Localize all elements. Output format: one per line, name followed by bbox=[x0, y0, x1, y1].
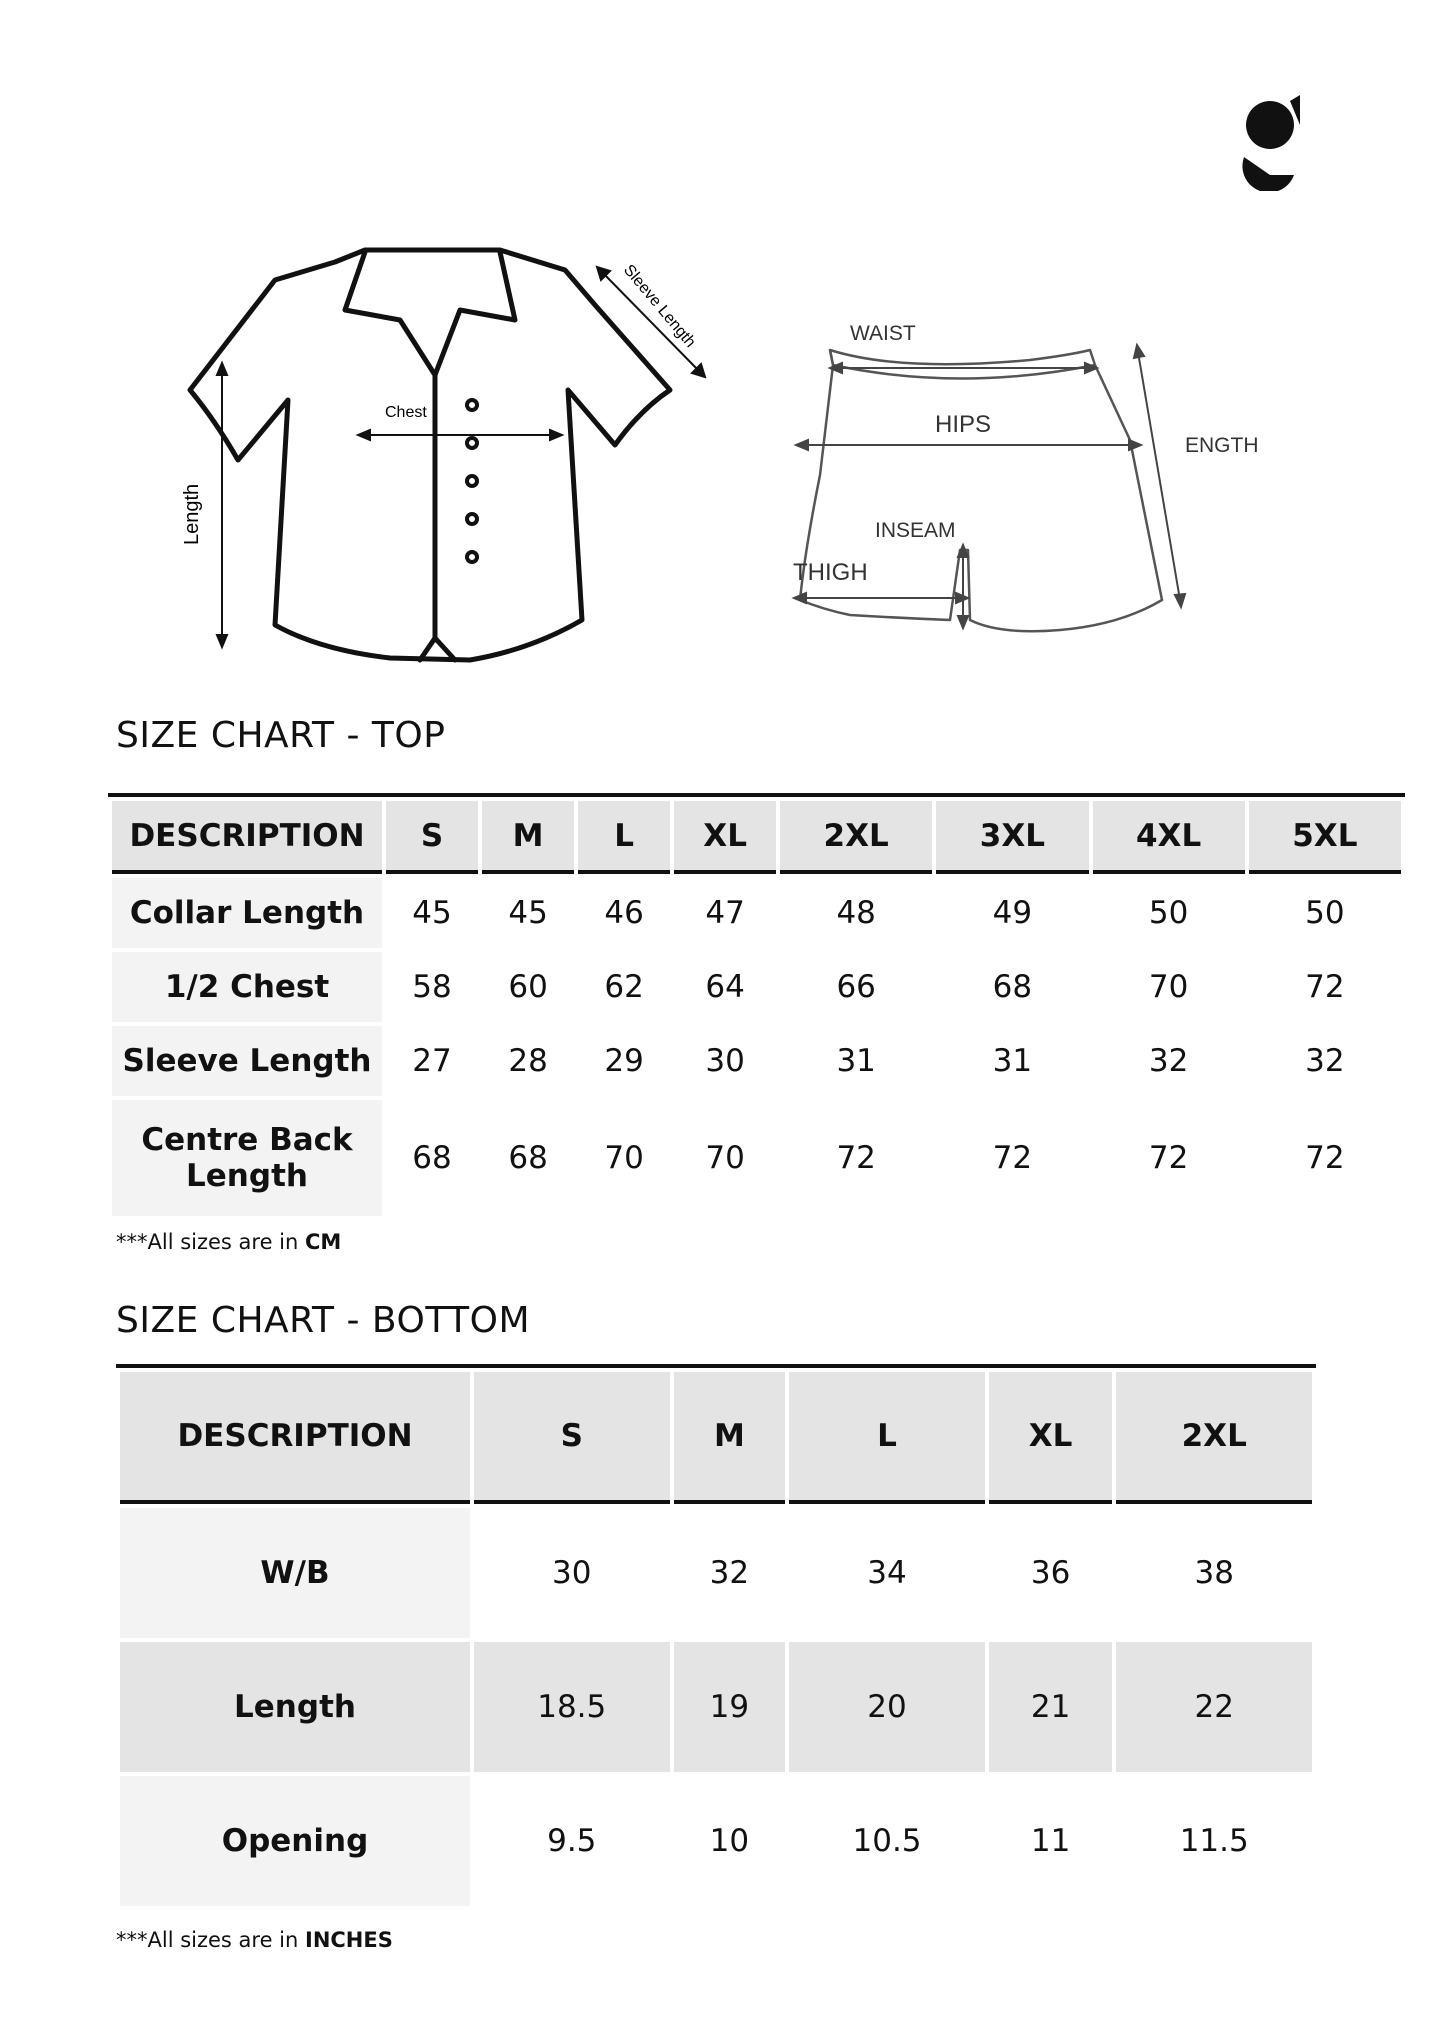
header-size: L bbox=[789, 1372, 985, 1504]
table-cell: 50 bbox=[1148, 895, 1189, 931]
table-cell: 31 bbox=[836, 1043, 876, 1079]
table-cell: 62 bbox=[604, 969, 644, 1005]
table-cell: 31 bbox=[992, 1043, 1033, 1079]
table-cell: 32 bbox=[1148, 1043, 1189, 1079]
chest-label: Chest bbox=[385, 404, 427, 421]
table-cell: 46 bbox=[604, 895, 644, 931]
note-prefix: ***All sizes are in bbox=[116, 1230, 305, 1254]
header-size: 3XL bbox=[936, 801, 1088, 874]
table-cell: 11.5 bbox=[1179, 1823, 1249, 1859]
note-unit: INCHES bbox=[305, 1928, 393, 1952]
row-label: W/B bbox=[120, 1508, 470, 1638]
table-cell: 11 bbox=[1030, 1823, 1071, 1859]
top-chart-title: SIZE CHART - TOP bbox=[116, 715, 446, 756]
header-description: DESCRIPTION bbox=[120, 1372, 470, 1504]
header-size: XL bbox=[674, 801, 776, 874]
table-cell: 70 bbox=[604, 1140, 644, 1176]
header-size: 2XL bbox=[1116, 1372, 1312, 1504]
header-size: 2XL bbox=[780, 801, 932, 874]
table-cell: 19 bbox=[674, 1642, 786, 1772]
table-cell: 68 bbox=[508, 1140, 548, 1176]
row-label: 1/2 Chest bbox=[112, 952, 382, 1022]
table-cell: 28 bbox=[508, 1043, 548, 1079]
row-label: Opening bbox=[120, 1776, 470, 1906]
table-cell: 32 bbox=[1305, 1043, 1345, 1079]
table-cell: 18.5 bbox=[474, 1642, 670, 1772]
table-row bbox=[112, 1100, 1401, 1216]
table-row bbox=[112, 1026, 1401, 1096]
table-cell: 21 bbox=[989, 1642, 1113, 1772]
hips-label: HIPS bbox=[935, 411, 992, 438]
table-cell: 20 bbox=[789, 1642, 985, 1772]
header-size: L bbox=[578, 801, 670, 874]
table-cell: 49 bbox=[992, 895, 1033, 931]
bottom-size-table bbox=[116, 1364, 1316, 1910]
table-row bbox=[120, 1776, 1312, 1906]
top-unit-note bbox=[116, 1230, 341, 1254]
table-cell: 30 bbox=[552, 1555, 592, 1591]
bottom-chart-title: SIZE CHART - BOTTOM bbox=[116, 1300, 531, 1341]
row-label: Centre Back Length bbox=[112, 1100, 382, 1216]
row-label: Sleeve Length bbox=[112, 1026, 382, 1096]
table-row bbox=[120, 1508, 1312, 1638]
shorts-diagram bbox=[750, 300, 1280, 660]
sleeve-length-label: Sleeve Length bbox=[619, 261, 699, 351]
inseam-label: INSEAM bbox=[875, 519, 956, 542]
note-prefix: ***All sizes are in bbox=[116, 1928, 305, 1952]
length-label: Length bbox=[181, 483, 203, 545]
bottom-length-label: ENGTH bbox=[1185, 434, 1259, 457]
table-cell: 38 bbox=[1194, 1555, 1234, 1591]
table-cell: 29 bbox=[604, 1043, 644, 1079]
table-cell: 66 bbox=[836, 969, 876, 1005]
thigh-label: THIGH bbox=[793, 559, 868, 586]
table-row bbox=[112, 878, 1401, 948]
header-size: M bbox=[674, 1372, 786, 1504]
table-cell: 45 bbox=[508, 895, 548, 931]
row-label: Length bbox=[120, 1642, 470, 1772]
table-cell: 72 bbox=[992, 1140, 1033, 1176]
table-cell: 48 bbox=[836, 895, 876, 931]
header-description: DESCRIPTION bbox=[112, 801, 382, 874]
table-header-row bbox=[120, 1372, 1312, 1504]
row-label: Collar Length bbox=[112, 878, 382, 948]
table-cell: 10 bbox=[709, 1823, 750, 1859]
shirt-diagram bbox=[170, 240, 740, 680]
table-cell: 70 bbox=[705, 1140, 745, 1176]
header-size: M bbox=[482, 801, 574, 874]
table-cell: 50 bbox=[1305, 895, 1345, 931]
table-cell: 45 bbox=[412, 895, 452, 931]
waist-label: WAIST bbox=[850, 322, 916, 345]
top-size-table bbox=[108, 793, 1405, 1220]
table-cell: 30 bbox=[705, 1043, 745, 1079]
table-cell: 10.5 bbox=[852, 1823, 922, 1859]
table-cell: 72 bbox=[1305, 1140, 1345, 1176]
table-cell: 64 bbox=[705, 969, 745, 1005]
table-cell: 27 bbox=[412, 1043, 452, 1079]
header-size: S bbox=[386, 801, 478, 874]
table-cell: 36 bbox=[1030, 1555, 1071, 1591]
bottom-unit-note bbox=[116, 1928, 393, 1952]
table-cell: 34 bbox=[867, 1555, 907, 1591]
table-cell: 70 bbox=[1148, 969, 1189, 1005]
table-cell: 72 bbox=[836, 1140, 876, 1176]
table-cell: 9.5 bbox=[547, 1823, 597, 1859]
table-cell: 68 bbox=[412, 1140, 452, 1176]
g-letter-logo-icon bbox=[1240, 95, 1300, 191]
header-size: 5XL bbox=[1249, 801, 1401, 874]
table-cell: 68 bbox=[992, 969, 1033, 1005]
header-size: XL bbox=[989, 1372, 1113, 1504]
table-row bbox=[120, 1642, 1312, 1772]
table-cell: 47 bbox=[705, 895, 745, 931]
table-cell: 60 bbox=[508, 969, 548, 1005]
header-size: 4XL bbox=[1093, 801, 1245, 874]
table-cell: 32 bbox=[709, 1555, 750, 1591]
table-header-row bbox=[112, 801, 1401, 874]
table-cell: 22 bbox=[1116, 1642, 1312, 1772]
table-cell: 72 bbox=[1148, 1140, 1189, 1176]
table-row bbox=[112, 952, 1401, 1022]
table-cell: 72 bbox=[1305, 969, 1345, 1005]
note-unit: CM bbox=[305, 1230, 342, 1254]
header-size: S bbox=[474, 1372, 670, 1504]
table-cell: 58 bbox=[412, 969, 452, 1005]
